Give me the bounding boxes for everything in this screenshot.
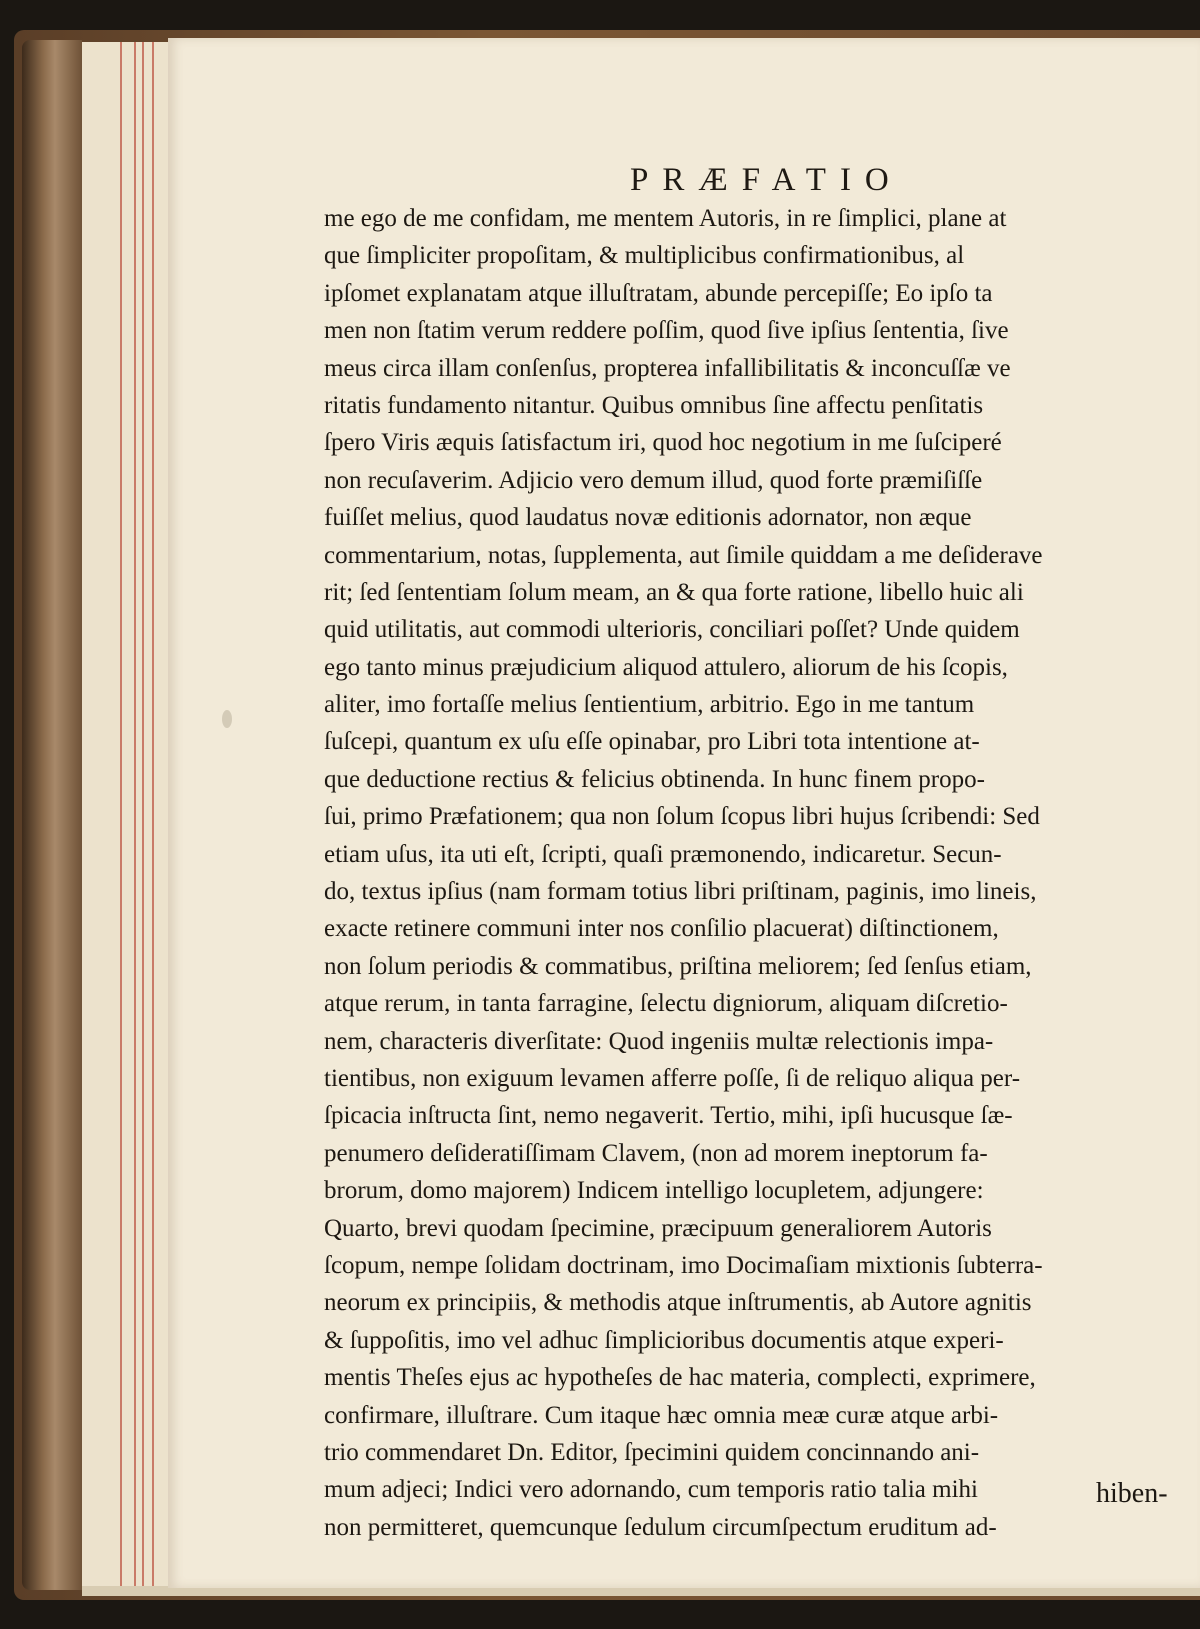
text-line: mum adjeci; Indici vero adornando, cum temporis ratio talia mihi xyxy=(324,1476,978,1504)
text-line: etiam uſus, ita uti eſt, ſcripti, quaſi præmonendo, indicaretur. Secun- xyxy=(324,840,1002,868)
text-line: ſpicacia inſtructa ſint, nemo negaverit. Tertio, mihi, ipſi hucusque ſæ- xyxy=(324,1102,1013,1130)
text-line: mentis Theſes ejus ac hypotheſes de hac materia, complecti, exprimere, xyxy=(324,1364,1036,1392)
text-line: confirmare, illuſtrare. Cum itaque hæc omnia meæ curæ atque arbi- xyxy=(324,1401,999,1429)
text-line: ſui, primo Præfationem; qua non ſolum ſcopus libri hujus ſcribendi: Sed xyxy=(324,803,1040,831)
text-line: me ego de me confidam, me mentem Autoris, in re ſimplici, plane at xyxy=(324,205,1007,232)
paper-stain xyxy=(222,710,232,728)
text-line: ritatis fundamento nitantur. Quibus omnibus ſine affectu penſitatis xyxy=(324,391,984,419)
page-edge-line xyxy=(120,42,122,1587)
text-line: rit; ſed ſententiam ſolum meam, an & qua forte ratione, libello huic ali xyxy=(324,578,1024,606)
text-line: que deductione rectius & felicius obtinenda. In hunc finem propo- xyxy=(324,765,985,793)
text-line: aliter, imo fortaſſe melius ſentientium, arbitrio. Ego in me tantum xyxy=(324,691,975,719)
page-edge-line xyxy=(152,42,154,1587)
text-line: fuiſſet melius, quod laudatus novæ editionis adornator, non æque xyxy=(324,504,972,532)
page-stack xyxy=(82,42,172,1587)
text-line: ſuſcepi, quantum ex uſu eſſe opinabar, pro Libri tota intentione at- xyxy=(324,728,980,756)
text-line: quid utilitatis, aut commodi ulterioris, conciliari poſſet? Unde quidem xyxy=(324,616,1020,644)
text-line: exacte retinere communi inter nos conſilio placuerat) diſtinctionem, xyxy=(324,915,999,943)
text-line: neorum ex principiis, & methodis atque inſtrumentis, ab Autore agnitis xyxy=(324,1289,1032,1317)
text-line: trio commendaret Dn. Editor, ſpecimini quidem concinnando ani- xyxy=(324,1438,980,1466)
running-head: PRÆFATIO xyxy=(630,162,903,198)
book-spine-edge xyxy=(22,40,82,1590)
text-line: do, textus ipſius (nam formam totius libri priſtinam, paginis, imo lineis, xyxy=(324,878,1037,906)
text-line: & ſuppoſitis, imo vel adhuc ſimplicioribus documentis atque experi- xyxy=(324,1326,1004,1354)
text-line: non ſolum periodis & commatibus, priſtina meliorem; ſed ſenſus etiam, xyxy=(324,952,1032,980)
text-line: commentarium, notas, ſupplementa, aut ſimile quiddam a me deſiderave xyxy=(324,541,1043,569)
text-line: meus circa illam conſenſus, propterea infallibilitatis & inconcuſſæ ve xyxy=(324,354,1011,382)
text-line: non recuſaverim. Adjicio vero demum illud, quod forte præmiſiſſe xyxy=(324,466,983,494)
text-line: ſpero Viris æquis ſatisfactum iri, quod hoc negotium in me ſuſciperé xyxy=(324,429,1002,457)
text-line: ipſomet explanatam atque illuſtratam, abunde percepiſſe; Eo ipſo ta xyxy=(324,279,993,307)
text-line: que ſimpliciter propoſitam, & multiplicibus confirmationibus, al xyxy=(324,242,965,270)
body-text xyxy=(324,200,1200,1590)
text-line: nem, characteris diverſitate: Quod ingeniis multæ relectionis impa- xyxy=(324,1027,994,1055)
text-line: non permitteret, quemcunque ſedulum circumſpectum eruditum ad- xyxy=(324,1513,997,1541)
text-line: ego tanto minus præjudicium aliquod attulero, aliorum de his ſcopis, xyxy=(324,653,1008,681)
page-edge-line xyxy=(134,42,136,1587)
text-line: Quarto, brevi quodam ſpecimine, præcipuum generaliorem Autoris xyxy=(324,1214,992,1242)
page-edge-line xyxy=(142,42,144,1587)
text-line: penumero deſideratiſſimam Clavem, (non ad morem ineptorum fa- xyxy=(324,1139,988,1167)
catchword: hiben- xyxy=(1096,1478,1168,1509)
text-line: men non ſtatim verum reddere poſſim, quod ſive ipſius ſententia, ſive xyxy=(324,317,1009,345)
text-line: ſcopum, nempe ſolidam doctrinam, imo Docimaſiam mixtionis ſubterra- xyxy=(324,1251,1043,1279)
text-line: brorum, domo majorem) Indicem intelligo locupletem, adjungere: xyxy=(324,1177,984,1205)
text-line: atque rerum, in tanta farragine, ſelectu digniorum, aliquam diſcretio- xyxy=(324,990,1008,1018)
text-line: tientibus, non exiguum levamen afferre poſſe, ſi de reliquo aliqua per- xyxy=(324,1064,1021,1092)
